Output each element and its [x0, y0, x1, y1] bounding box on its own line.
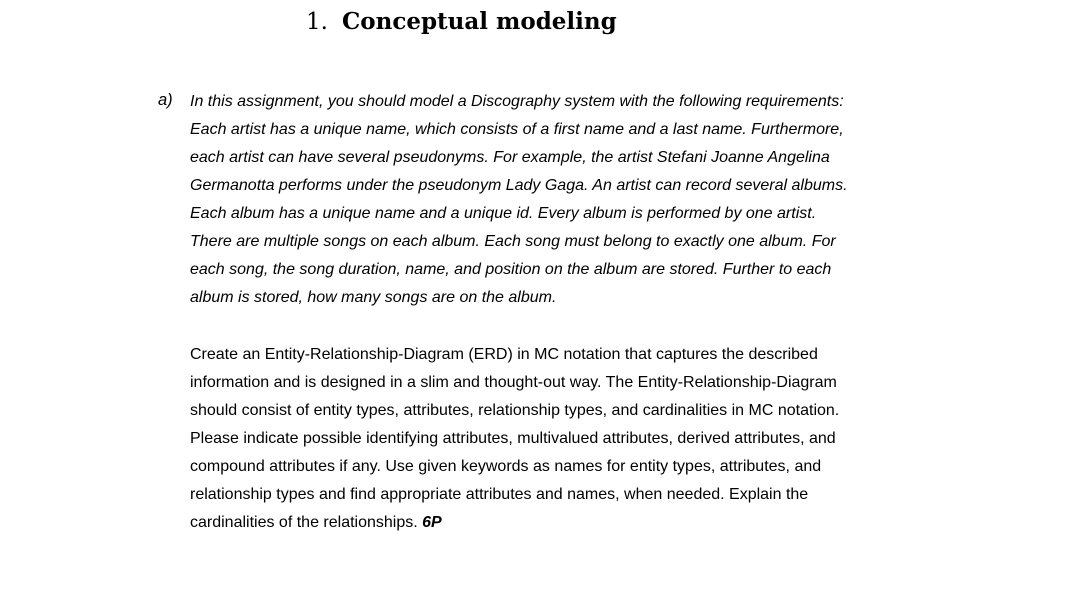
requirements-line: album is stored, how many songs are on the album. [190, 289, 557, 306]
requirements-line: Germanotta performs under the pseudonym Lady Gaga. An artist can record several albums. [190, 177, 848, 194]
task-line-text: cardinalities of the relationships. [190, 514, 418, 531]
points-label: 6P [422, 514, 442, 531]
task-line: compound attributes if any. Use given keywords as names for entity types, attributes, and [190, 458, 822, 475]
task-line: should consist of entity types, attributes, relationship types, and cardinalities in MC notation. [190, 402, 840, 419]
requirements-line: Each artist has a unique name, which consists of a first name and a last name. Furthermore, [190, 121, 844, 138]
requirements-line: There are multiple songs on each album. Each song must belong to exactly one album. For [190, 233, 836, 250]
requirements-paragraph [190, 88, 1050, 312]
requirements-line: Each album has a unique name and a unique id. Every album is performed by one artist. [190, 205, 817, 222]
task-line: information and is designed in a slim and thought-out way. The Entity-Relationship-Diagram [190, 374, 837, 391]
task-line: Please indicate possible identifying attributes, multivalued attributes, derived attributes, and [190, 430, 836, 447]
task-line: relationship types and find appropriate attributes and names, when needed. Explain the [190, 486, 809, 503]
requirements-line: In this assignment, you should model a Discography system with the following requirements: [190, 93, 844, 110]
section-heading [306, 8, 617, 35]
requirements-line: each artist can have several pseudonyms. For example, the artist Stefani Joanne Angelina [190, 149, 830, 166]
task-paragraph [190, 341, 1050, 537]
requirements-line: each song, the song duration, name, and position on the album are stored. Further to each [190, 261, 832, 278]
section-number: 1. [306, 9, 328, 35]
section-title: Conceptual modeling [341, 8, 617, 35]
item-marker: a) [158, 91, 173, 109]
task-line: Create an Entity-Relationship-Diagram (ERD) in MC notation that captures the described [190, 346, 818, 363]
task-last-line [190, 509, 1050, 537]
